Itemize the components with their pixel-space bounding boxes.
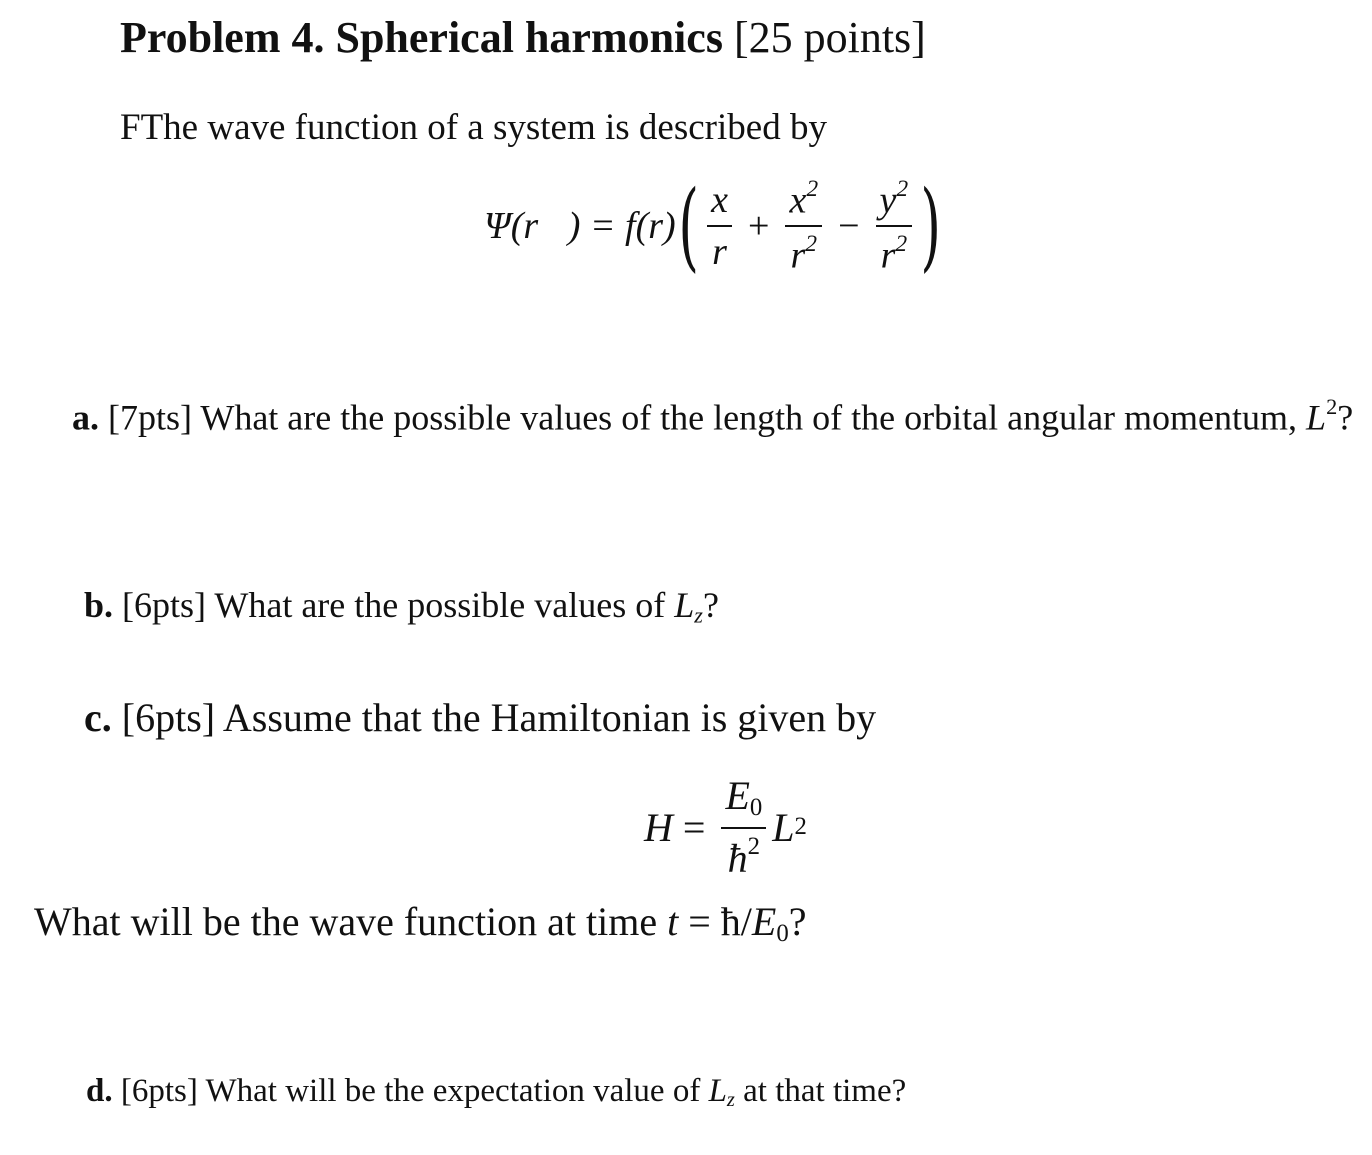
question-d-text: [6pts] What will be the expectation value of — [120, 1073, 709, 1109]
problem-heading: Problem 4. Spherical harmonics — [120, 13, 723, 62]
plus-operator: + — [748, 205, 770, 248]
problem-points: [25 points] — [733, 13, 926, 62]
question-d: d. [6pts] What will be the expectation value of $L_z$ at that time? — [86, 1073, 907, 1112]
question-a-text: [7pts] What are the possible values of the length of the orbital angular momentum, — [108, 397, 1307, 438]
question-c-followup: What will be the wave function at time $t = ħ/E_0$? — [34, 899, 807, 948]
equation-lhs: Ψ(r⃗) = f(r) — [484, 205, 676, 248]
question-c-text: [6pts] Assume that the Hamiltonian is given by — [121, 695, 877, 740]
wavefunction-equation — [484, 170, 944, 283]
question-c-label: c. — [84, 695, 112, 740]
minus-operator: − — [838, 205, 860, 248]
question-a-label: a. — [72, 397, 99, 438]
question-c — [84, 694, 876, 741]
question-b-text: [6pts] What are the possible values of — [122, 585, 675, 625]
question-b: b. [6pts] What are the possible values of $L_z$? — [84, 585, 719, 628]
question-b-label: b. — [84, 585, 114, 625]
problem-title — [120, 12, 926, 63]
hamiltonian-equation: H = $\frac{E_0}{ħ^2}$ L 2 — [644, 773, 807, 881]
intro-text: FThe wave function of a system is described by — [120, 107, 827, 148]
fraction-y2-over-r2: $\frac{y^2}{r^2}$ — [876, 178, 913, 275]
question-a: a. [7pts] What are the possible values of the length of the orbital angular momentum, $L^2$? — [72, 394, 1354, 438]
right-paren: ) — [920, 170, 942, 283]
question-d-label: d. — [86, 1073, 113, 1109]
left-paren: ( — [678, 170, 699, 283]
fraction-x-over-r: $\frac{x}{r}$ — [707, 181, 732, 271]
fraction-x2-over-r2: $\frac{x^2}{r^2}$ — [785, 178, 822, 275]
fraction-e0-over-hbar2: $\frac{E_0}{ħ^2}$ — [721, 776, 766, 878]
